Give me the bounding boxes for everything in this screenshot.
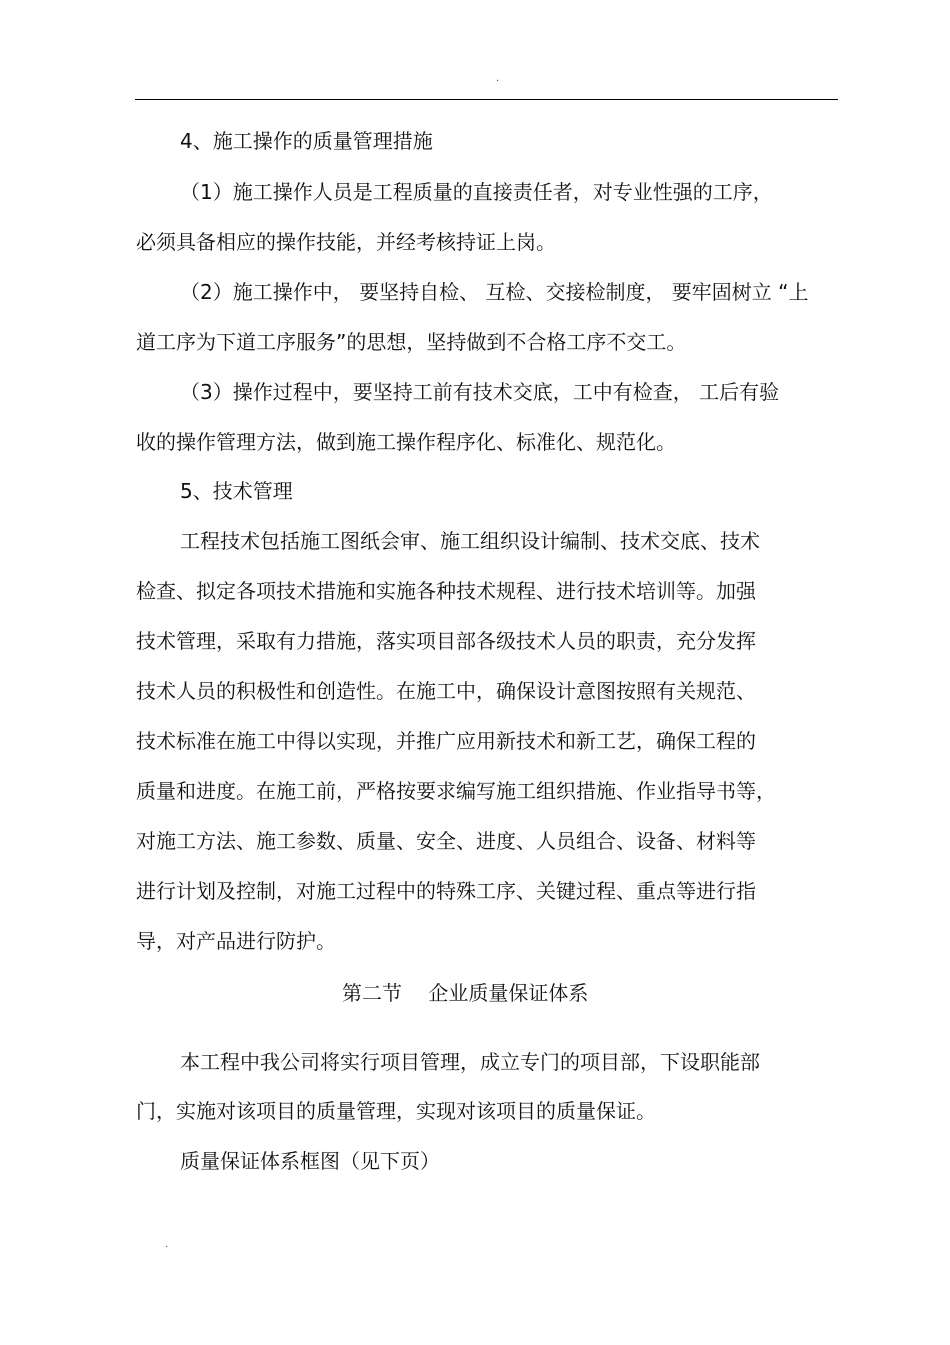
paragraph-4-line-1: 工程技术包括施工图纸会审、施工组织设计编制、技术交底、技术 [180, 529, 760, 553]
paragraph-4-line-7: 对施工方法、施工参数、质量、安全、进度、人员组合、设备、材料等 [136, 829, 756, 853]
paragraph-6-line-1: 质量保证体系框图（见下页） [180, 1149, 440, 1173]
paragraph-5-line-2: 门，实施对该项目的质量管理，实现对该项目的质量保证。 [136, 1099, 656, 1123]
header-rule [135, 99, 838, 100]
paragraph-4-line-3: 技术管理，采取有力措施，落实项目部各级技术人员的职责，充分发挥 [136, 629, 756, 653]
paragraph-1-line-2: 必须具备相应的操作技能，并经考核持证上岗。 [136, 230, 556, 254]
section-4-heading: 4、施工操作的质量管理措施 [180, 129, 433, 153]
paragraph-4-line-5: 技术标准在施工中得以实现，并推广应用新技术和新工艺，确保工程的 [136, 729, 756, 753]
paragraph-4-line-9: 导，对产品进行防护。 [136, 929, 336, 953]
paragraph-4-line-8: 进行计划及控制，对施工过程中的特殊工序、关键过程、重点等进行指 [136, 879, 756, 903]
footer-dot: . [165, 1239, 169, 1250]
paragraph-3-line-2: 收的操作管理方法，做到施工操作程序化、标准化、规范化。 [136, 430, 676, 454]
paragraph-4-line-6: 质量和进度。在施工前，严格按要求编写施工组织措施、作业指导书等， [136, 779, 776, 803]
paragraph-4-line-4: 技术人员的积极性和创造性。在施工中，确保设计意图按照有关规范、 [136, 679, 756, 703]
paragraph-1-line-1: （1）施工操作人员是工程质量的直接责任者，对专业性强的工序， [180, 180, 773, 204]
paragraph-3-line-1: （3）操作过程中，要坚持工前有技术交底，工中有检查， 工后有验 [180, 380, 780, 404]
paragraph-5-line-1: 本工程中我公司将实行项目管理，成立专门的项目部，下设职能部 [180, 1050, 760, 1074]
header-dot: . [496, 73, 500, 84]
section-5-heading: 5、技术管理 [180, 479, 293, 503]
paragraph-2-line-2: 道工序为下道工序服务”的思想，坚持做到不合格工序不交工。 [136, 330, 687, 354]
paragraph-4-line-2: 检查、拟定各项技术措施和实施各种技术规程、进行技术培训等。加强 [136, 579, 756, 603]
section-2-heading: 第二节 企业质量保证体系 [342, 981, 589, 1005]
paragraph-2-line-1: （2）施工操作中， 要坚持自检、 互检、交接检制度， 要牢固树立 “上 [180, 280, 809, 304]
